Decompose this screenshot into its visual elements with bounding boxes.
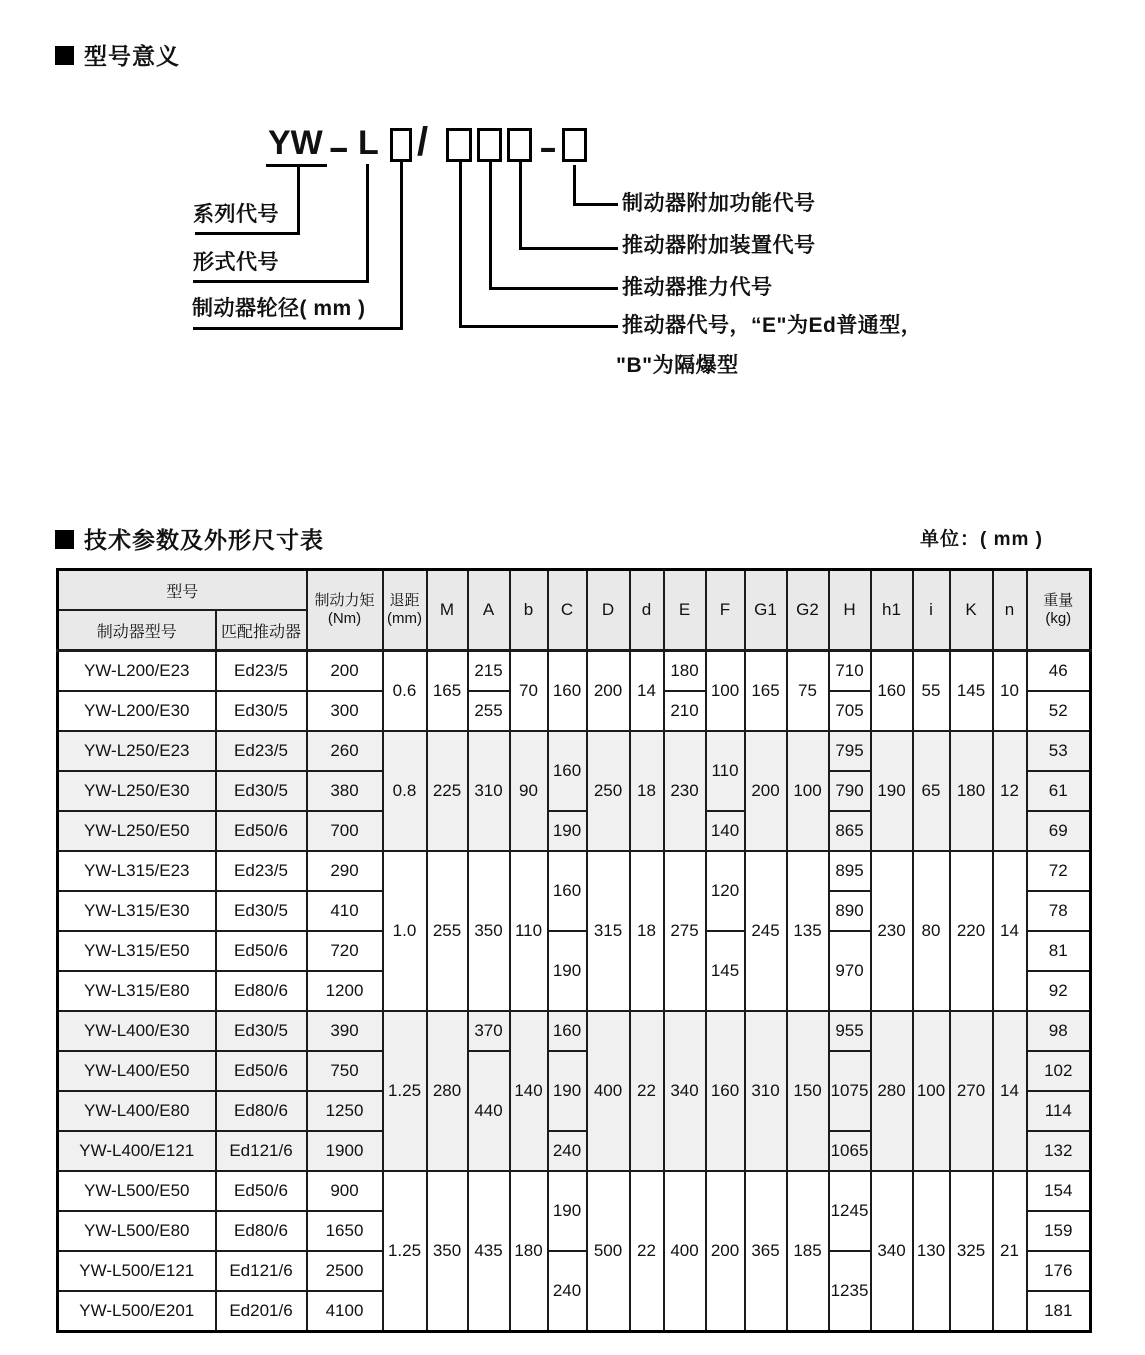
table-cell: 280 xyxy=(427,1011,468,1171)
table-row xyxy=(58,1171,1091,1211)
table-cell: 340 xyxy=(664,1011,706,1171)
table-cell: 790 xyxy=(829,771,871,811)
table-row xyxy=(58,851,1091,891)
table-cell: 240 xyxy=(548,1251,587,1332)
table-row xyxy=(58,731,1091,771)
table-cell: 21 xyxy=(993,1171,1027,1332)
col-header-F: F xyxy=(706,570,745,651)
table-cell: 230 xyxy=(871,851,913,1011)
table-cell: 130 xyxy=(913,1171,950,1332)
table-cell: 61 xyxy=(1027,771,1091,811)
table-cell: 710 xyxy=(829,651,871,692)
table-cell: 98 xyxy=(1027,1011,1091,1051)
label-pusher-attachment: 推动器附加装置代号 xyxy=(622,234,816,257)
table-cell: 14 xyxy=(993,1011,1027,1171)
table-cell: 260 xyxy=(307,731,383,771)
section-bullet-icon xyxy=(55,46,74,65)
label-form-code: 形式代号 xyxy=(193,251,279,274)
table-cell: Ed23/5 xyxy=(216,731,307,771)
table-cell: 275 xyxy=(664,851,706,1011)
table-cell: 55 xyxy=(913,651,950,732)
table-cell: YW-L400/E50 xyxy=(58,1051,216,1091)
table-cell: 440 xyxy=(468,1051,510,1171)
table-cell: 500 xyxy=(587,1171,630,1332)
table-cell: Ed121/6 xyxy=(216,1131,307,1171)
section-title-specs xyxy=(55,522,324,555)
table-cell: 110 xyxy=(706,731,745,811)
section-title-text-model: 型号意义 xyxy=(84,43,180,69)
col-header-brake-model: 制动器型号 xyxy=(58,610,216,651)
table-cell: 220 xyxy=(950,851,993,1011)
table-cell: 210 xyxy=(664,691,706,731)
label-pusher-code-line2: "B"为隔爆型 xyxy=(616,354,739,377)
col-header-D: D xyxy=(587,570,630,651)
table-cell: 160 xyxy=(548,851,587,931)
table-cell: 970 xyxy=(829,931,871,1011)
table-cell: 350 xyxy=(468,851,510,1011)
table-cell: 190 xyxy=(548,931,587,1011)
section-title-model-meaning xyxy=(55,38,180,71)
table-cell: YW-L315/E80 xyxy=(58,971,216,1011)
table-cell: 132 xyxy=(1027,1131,1091,1171)
table-cell: 180 xyxy=(510,1171,548,1332)
table-cell: 4100 xyxy=(307,1291,383,1332)
table-cell: 310 xyxy=(745,1011,787,1171)
table-cell: Ed201/6 xyxy=(216,1291,307,1332)
col-header-d: d xyxy=(630,570,664,651)
brake-diameter-box xyxy=(390,128,412,162)
table-cell: 22 xyxy=(630,1171,664,1332)
table-cell: 176 xyxy=(1027,1251,1091,1291)
table-cell: 100 xyxy=(787,731,829,851)
table-cell: 114 xyxy=(1027,1091,1091,1131)
table-cell: 100 xyxy=(706,651,745,732)
brake-function-box xyxy=(562,128,587,162)
table-cell: 435 xyxy=(468,1171,510,1332)
table-cell: Ed30/5 xyxy=(216,891,307,931)
col-header-G1: G1 xyxy=(745,570,787,651)
table-cell: 245 xyxy=(745,851,787,1011)
col-header-retreat xyxy=(383,570,427,651)
table-cell: 78 xyxy=(1027,891,1091,931)
table-cell: 200 xyxy=(745,731,787,851)
table-cell: 255 xyxy=(427,851,468,1011)
table-cell: 1075 xyxy=(829,1051,871,1131)
table-cell: 350 xyxy=(427,1171,468,1332)
table-cell: 22 xyxy=(630,1011,664,1171)
label-pusher-force: 推动器推力代号 xyxy=(622,276,773,299)
table-cell: 900 xyxy=(307,1171,383,1211)
table-cell: Ed30/5 xyxy=(216,771,307,811)
table-cell: 180 xyxy=(950,731,993,851)
table-cell: 215 xyxy=(468,651,510,692)
col-header-torque-line2: (Nm) xyxy=(327,610,362,627)
col-header-torque-line1: 制动力矩 xyxy=(314,592,375,609)
table-cell: 1200 xyxy=(307,971,383,1011)
col-header-A: A xyxy=(468,570,510,651)
table-cell: 380 xyxy=(307,771,383,811)
table-cell: 12 xyxy=(993,731,1027,851)
table-cell: 270 xyxy=(950,1011,993,1171)
table-cell: 150 xyxy=(787,1011,829,1171)
table-cell: YW-L250/E30 xyxy=(58,771,216,811)
table-cell: YW-L250/E23 xyxy=(58,731,216,771)
table-cell: 720 xyxy=(307,931,383,971)
table-cell: 190 xyxy=(548,1051,587,1131)
table-cell: YW-L250/E50 xyxy=(58,811,216,851)
table-cell: 70 xyxy=(510,651,548,732)
table-cell: 165 xyxy=(745,651,787,732)
table-cell: Ed30/5 xyxy=(216,1011,307,1051)
table-cell: 1650 xyxy=(307,1211,383,1251)
table-cell: YW-L400/E80 xyxy=(58,1091,216,1131)
col-header-i: i xyxy=(913,570,950,651)
table-cell: 160 xyxy=(871,651,913,732)
col-header-retreat-line1: 退距 xyxy=(389,592,420,609)
table-cell: 1235 xyxy=(829,1251,871,1332)
table-cell: 890 xyxy=(829,891,871,931)
code-slash: / xyxy=(417,120,429,164)
table-cell: 140 xyxy=(510,1011,548,1171)
label-brake-diameter: 制动器轮径( mm ) xyxy=(192,297,366,320)
table-cell: YW-L200/E23 xyxy=(58,651,216,692)
table-cell: 135 xyxy=(787,851,829,1011)
table-cell: Ed23/5 xyxy=(216,851,307,891)
table-cell: 154 xyxy=(1027,1171,1091,1211)
table-cell: Ed50/6 xyxy=(216,1051,307,1091)
table-cell: 190 xyxy=(548,811,587,851)
col-header-matched-pusher: 匹配推动器 xyxy=(216,610,307,651)
col-header-C: C xyxy=(548,570,587,651)
table-cell: Ed50/6 xyxy=(216,1171,307,1211)
table-cell: 750 xyxy=(307,1051,383,1091)
table-cell: 365 xyxy=(745,1171,787,1332)
col-header-b: b xyxy=(510,570,548,651)
code-dash-1: - xyxy=(328,129,350,167)
table-cell: YW-L500/E201 xyxy=(58,1291,216,1332)
table-cell: 185 xyxy=(787,1171,829,1332)
table-cell: 0.8 xyxy=(383,731,427,851)
table-cell: 1.25 xyxy=(383,1171,427,1332)
table-cell: 230 xyxy=(664,731,706,851)
table-cell: 160 xyxy=(548,731,587,811)
table-cell: 1245 xyxy=(829,1171,871,1251)
pusher-attachment-box xyxy=(507,128,532,162)
connector-brake-function-line xyxy=(573,165,618,206)
code-series-prefix: YW xyxy=(266,126,327,167)
col-header-G2: G2 xyxy=(787,570,829,651)
table-cell: 250 xyxy=(587,731,630,851)
table-cell: Ed50/6 xyxy=(216,811,307,851)
table-cell: 895 xyxy=(829,851,871,891)
table-cell: 160 xyxy=(548,651,587,732)
table-cell: 200 xyxy=(706,1171,745,1332)
col-header-weight xyxy=(1027,570,1091,651)
table-cell: 120 xyxy=(706,851,745,931)
table-cell: Ed121/6 xyxy=(216,1251,307,1291)
table-cell: 72 xyxy=(1027,851,1091,891)
table-cell: 145 xyxy=(950,651,993,732)
table-cell: 14 xyxy=(630,651,664,732)
table-cell: 340 xyxy=(871,1171,913,1332)
table-cell: 90 xyxy=(510,731,548,851)
table-cell: YW-L400/E121 xyxy=(58,1131,216,1171)
label-series-code: 系列代号 xyxy=(193,203,279,226)
table-cell: 290 xyxy=(307,851,383,891)
col-header-E: E xyxy=(664,570,706,651)
table-cell: 190 xyxy=(871,731,913,851)
code-form-letter: L xyxy=(358,124,379,162)
table-cell: 10 xyxy=(993,651,1027,732)
table-cell: 53 xyxy=(1027,731,1091,771)
table-cell: Ed80/6 xyxy=(216,1091,307,1131)
table-cell: Ed23/5 xyxy=(216,651,307,692)
col-header-model-group: 型号 xyxy=(58,570,307,611)
col-header-weight-line1: 重量 xyxy=(1043,592,1074,609)
table-cell: 865 xyxy=(829,811,871,851)
col-header-weight-line2: (kg) xyxy=(1045,610,1072,627)
col-header-torque xyxy=(307,570,383,651)
table-cell: 81 xyxy=(1027,931,1091,971)
table-cell: 110 xyxy=(510,851,548,1011)
table-cell: 160 xyxy=(706,1011,745,1171)
label-brake-function: 制动器附加功能代号 xyxy=(622,192,816,215)
table-cell: 18 xyxy=(630,851,664,1011)
specs-table xyxy=(56,568,1092,1333)
table-cell: YW-L500/E121 xyxy=(58,1251,216,1291)
col-header-n: n xyxy=(993,570,1027,651)
table-cell: YW-L315/E23 xyxy=(58,851,216,891)
table-body xyxy=(58,651,1091,1332)
col-header-h1: h1 xyxy=(871,570,913,651)
table-header xyxy=(58,570,1091,651)
table-cell: 705 xyxy=(829,691,871,731)
table-cell: 1.25 xyxy=(383,1011,427,1171)
table-cell: 700 xyxy=(307,811,383,851)
table-cell: 92 xyxy=(1027,971,1091,1011)
table-cell: 400 xyxy=(664,1171,706,1332)
section-title-text-specs: 技术参数及外形尺寸表 xyxy=(84,527,324,553)
table-cell: 52 xyxy=(1027,691,1091,731)
table-cell: 100 xyxy=(913,1011,950,1171)
table-cell: 325 xyxy=(950,1171,993,1332)
table-cell: 1.0 xyxy=(383,851,427,1011)
table-cell: 46 xyxy=(1027,651,1091,692)
table-cell: YW-L315/E30 xyxy=(58,891,216,931)
table-cell: 18 xyxy=(630,731,664,851)
table-cell: 390 xyxy=(307,1011,383,1051)
table-cell: Ed80/6 xyxy=(216,1211,307,1251)
table-cell: 180 xyxy=(664,651,706,692)
table-cell: 165 xyxy=(427,651,468,732)
table-cell: YW-L315/E50 xyxy=(58,931,216,971)
code-dash-2: - xyxy=(539,129,558,167)
table-cell: Ed80/6 xyxy=(216,971,307,1011)
table-cell: 1900 xyxy=(307,1131,383,1171)
header-row-1 xyxy=(58,570,1091,611)
table-cell: 65 xyxy=(913,731,950,851)
table-cell: 255 xyxy=(468,691,510,731)
table-cell: 159 xyxy=(1027,1211,1091,1251)
table-cell: YW-L500/E50 xyxy=(58,1171,216,1211)
table-cell: 410 xyxy=(307,891,383,931)
table-cell: 200 xyxy=(307,651,383,692)
table-cell: YW-L400/E30 xyxy=(58,1011,216,1051)
table-cell: Ed30/5 xyxy=(216,691,307,731)
pusher-code-box xyxy=(446,128,472,162)
table-row xyxy=(58,1011,1091,1051)
table-cell: 1065 xyxy=(829,1131,871,1171)
pusher-force-box xyxy=(477,128,502,162)
table-cell: 102 xyxy=(1027,1051,1091,1091)
table-cell: 225 xyxy=(427,731,468,851)
table-cell: 190 xyxy=(548,1171,587,1251)
table-row xyxy=(58,651,1091,692)
label-pusher-code: 推动器代号，“E"为Ed普通型， xyxy=(622,314,923,337)
section-bullet-icon xyxy=(55,530,74,549)
table-cell: 240 xyxy=(548,1131,587,1171)
table-cell: 80 xyxy=(913,851,950,1011)
table-cell: 2500 xyxy=(307,1251,383,1291)
table-cell: 300 xyxy=(307,691,383,731)
table-cell: 315 xyxy=(587,851,630,1011)
table-cell: 310 xyxy=(468,731,510,851)
table-cell: 280 xyxy=(871,1011,913,1171)
table-cell: 0.6 xyxy=(383,651,427,732)
table-cell: 69 xyxy=(1027,811,1091,851)
table-cell: 370 xyxy=(468,1011,510,1051)
table-cell: 181 xyxy=(1027,1291,1091,1332)
table-cell: 955 xyxy=(829,1011,871,1051)
table-cell: 200 xyxy=(587,651,630,732)
table-cell: 14 xyxy=(993,851,1027,1011)
col-header-H: H xyxy=(829,570,871,651)
table-cell: 400 xyxy=(587,1011,630,1171)
table-cell: Ed50/6 xyxy=(216,931,307,971)
col-header-M: M xyxy=(427,570,468,651)
unit-note: 单位：( mm ) xyxy=(920,529,1044,550)
table-cell: 160 xyxy=(548,1011,587,1051)
table-cell: YW-L500/E80 xyxy=(58,1211,216,1251)
col-header-retreat-line2: (mm) xyxy=(387,610,422,627)
table-cell: 140 xyxy=(706,811,745,851)
table-cell: 75 xyxy=(787,651,829,732)
table-cell: YW-L200/E30 xyxy=(58,691,216,731)
table-cell: 1250 xyxy=(307,1091,383,1131)
table-cell: 795 xyxy=(829,731,871,771)
table-cell: 145 xyxy=(706,931,745,1011)
col-header-K: K xyxy=(950,570,993,651)
